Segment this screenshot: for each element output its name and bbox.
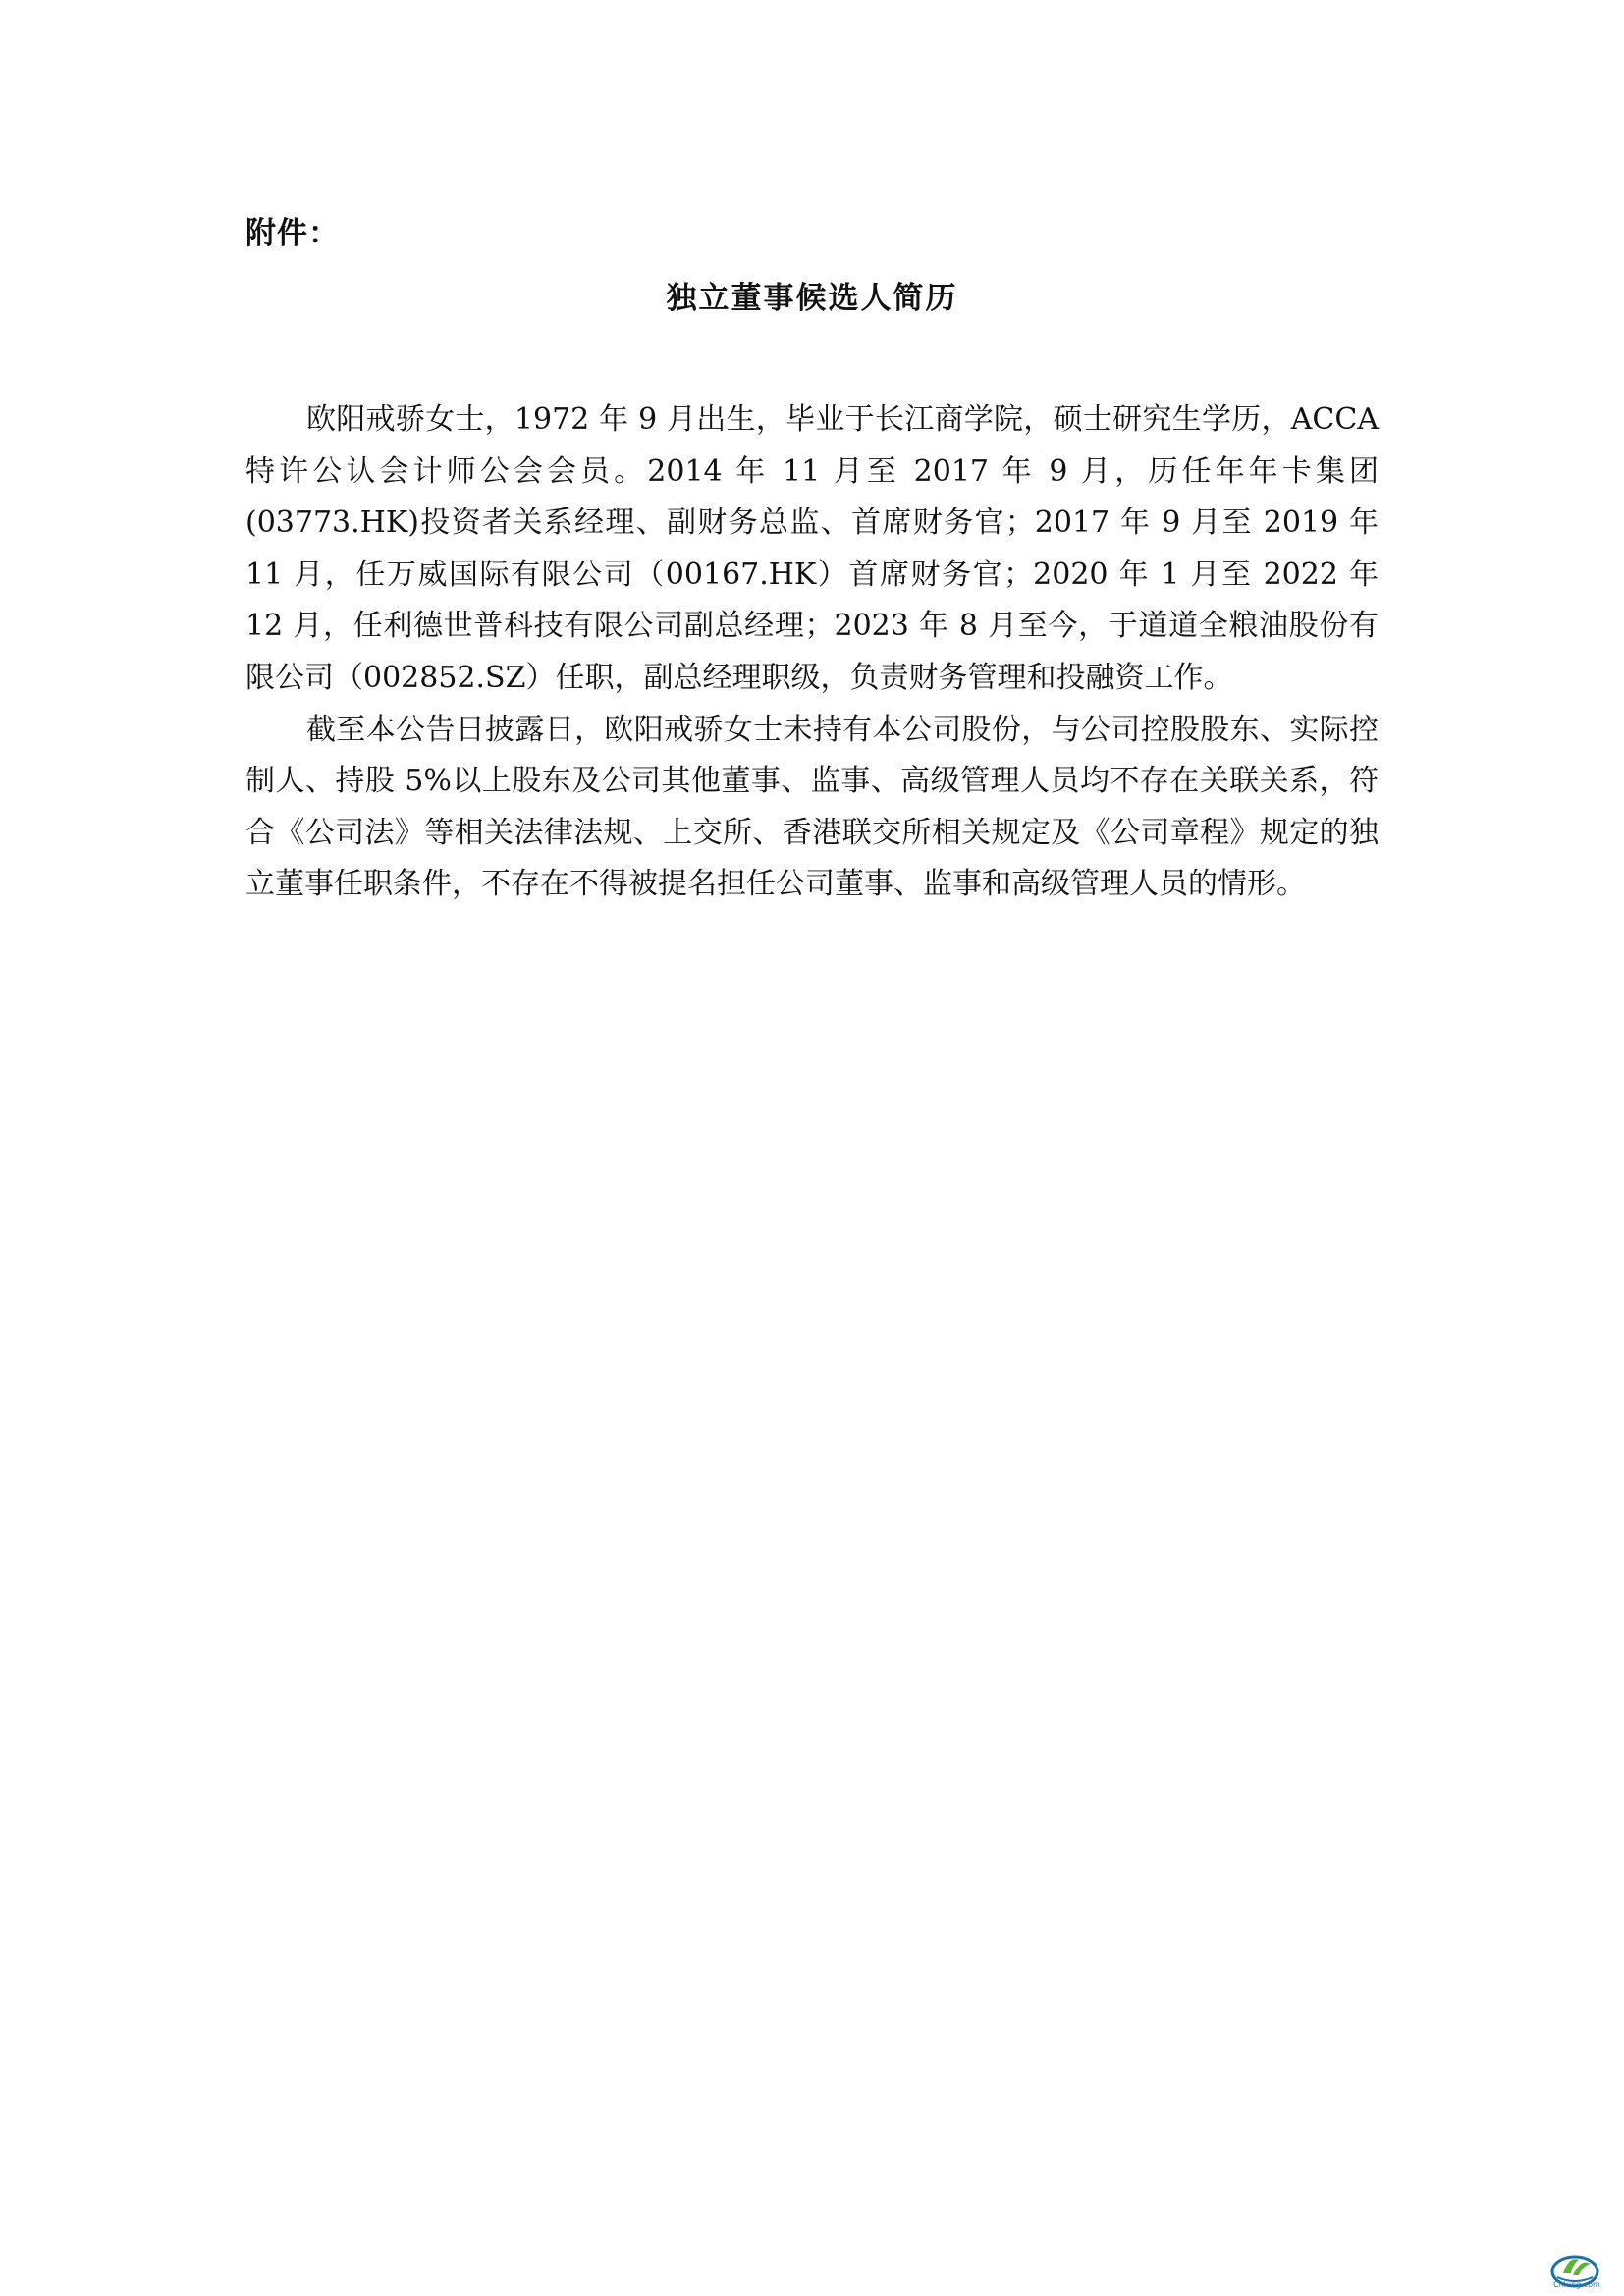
- document-title: 独立董事候选人简历: [666, 281, 958, 316]
- document-body: [245, 395, 1379, 911]
- attachment-label: 附件：: [245, 216, 340, 251]
- paragraph-disclosure: 截至本公告日披露日，欧阳戒骄女士未持有本公司股份，与公司控股股东、实际控制人、持股 5%以上股东及公司其他董事、监事、高级管理人员均不存在关联关系，符合《公司法》等相关法律法规、上交所、香港联交所相关规定及《公司章程》规定的独立董事任职条件，不存在不得被提名担任公司董事、监事和高级管理人员的情形。: [245, 712, 1379, 902]
- watermark-text: Cnlung.com: [1553, 2280, 1600, 2289]
- paragraph-biography: 欧阳戒骄女士，1972 年 9 月出生，毕业于长江商学院，硕士研究生学历，ACCA 特许公认会计师公会会员。2014 年 11 月至 2017 年 9 月，历任年年卡集团(03773.HK)投资者关系经理、副财务总监、首席财务官；2017 年 9 月至 2019 年 11 月，任万威国际有限公司（00167.HK）首席财务官；2020 年 1 月至 2022 年 12 月，任利德世普科技有限公司副总经理；2023 年 8 月至今，于道道全粮油股份有限公司（002852.SZ）任职，副总经理职级，负责财务管理和投融资工作。: [245, 402, 1379, 695]
